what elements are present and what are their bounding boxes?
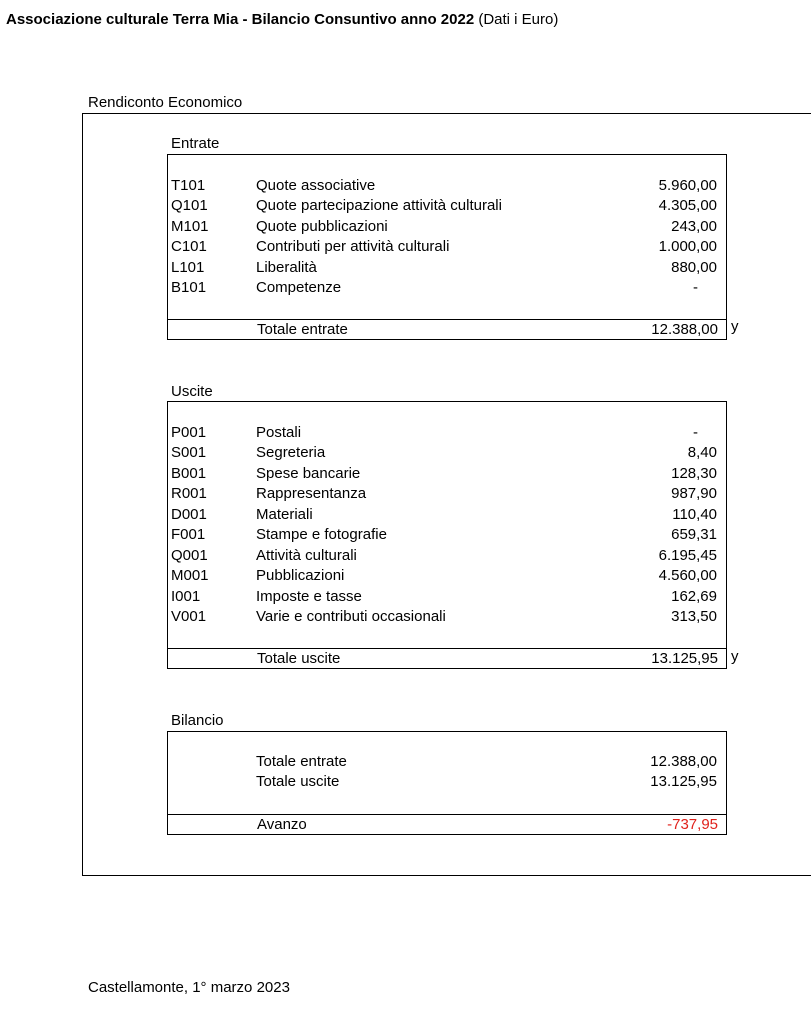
uscite-row	[168, 566, 726, 586]
uscite-total-marker: y	[731, 648, 739, 665]
entrate-label: Entrate	[171, 135, 220, 152]
row-code: D001	[171, 506, 207, 523]
row-code: Q101	[171, 197, 208, 214]
row-amount: 128,30	[671, 465, 717, 482]
entrate-row	[168, 237, 726, 257]
bilancio-row	[168, 752, 726, 772]
row-amount: 5.960,00	[658, 177, 717, 194]
row-amount: 987,90	[671, 485, 717, 502]
entrate-row	[168, 196, 726, 216]
uscite-label: Uscite	[171, 383, 213, 400]
document-title-suffix: (Dati i Euro)	[474, 11, 559, 28]
row-amount: 12.388,00	[650, 753, 717, 770]
total-amount: 13.125,95	[651, 650, 718, 667]
total-amount: 12.388,00	[651, 321, 718, 338]
row-amount: 1.000,00	[658, 238, 717, 255]
row-code: M001	[171, 567, 209, 584]
uscite-row	[168, 443, 726, 463]
row-description: Quote partecipazione attività culturali	[256, 197, 502, 214]
row-code: V001	[171, 608, 207, 625]
row-amount: -	[693, 279, 698, 296]
entrate-row	[168, 176, 726, 196]
row-amount: -	[693, 424, 698, 441]
row-description: Imposte e tasse	[256, 588, 362, 605]
entrate-total-marker: y	[731, 318, 739, 335]
report-label: Rendiconto Economico	[88, 94, 243, 111]
row-amount: 110,40	[672, 506, 717, 523]
document-title-bold: Associazione culturale Terra Mia - Bilancio Consuntivo anno 2022	[6, 11, 475, 28]
row-description: Totale entrate	[256, 753, 347, 770]
uscite-total-row	[167, 648, 727, 669]
bilancio-label: Bilancio	[171, 712, 224, 729]
row-description: Quote pubblicazioni	[256, 218, 388, 235]
row-code: L101	[171, 259, 205, 276]
bilancio-row	[168, 772, 726, 792]
row-description: Materiali	[256, 506, 313, 523]
uscite-row	[168, 423, 726, 443]
row-code: M101	[171, 218, 209, 235]
row-description: Postali	[256, 424, 302, 441]
uscite-row	[168, 464, 726, 484]
row-amount: 659,31	[671, 526, 717, 543]
row-description: Totale uscite	[256, 773, 340, 790]
row-description: Quote associative	[256, 177, 376, 194]
footer-place-date: Castellamonte, 1° marzo 2023	[88, 979, 290, 996]
row-amount: 162,69	[671, 588, 717, 605]
entrate-row	[168, 258, 726, 278]
row-code: I001	[171, 588, 201, 605]
row-description: Pubblicazioni	[256, 567, 345, 584]
row-description: Competenze	[256, 279, 342, 296]
row-description: Segreteria	[256, 444, 326, 461]
uscite-box	[167, 401, 727, 669]
row-amount: 4.305,00	[658, 197, 717, 214]
entrate-row	[168, 217, 726, 237]
row-amount: 6.195,45	[658, 547, 717, 564]
row-code: S001	[171, 444, 207, 461]
entrate-row	[168, 278, 726, 298]
row-description: Varie e contributi occasionali	[256, 608, 446, 625]
row-code: Q001	[171, 547, 208, 564]
row-description: Contributi per attività culturali	[256, 238, 450, 255]
row-amount: 313,50	[671, 608, 717, 625]
row-description: Spese bancarie	[256, 465, 361, 482]
row-code: P001	[171, 424, 207, 441]
row-amount: 13.125,95	[650, 773, 717, 790]
uscite-row	[168, 505, 726, 525]
row-amount: 880,00	[671, 259, 717, 276]
row-description: Rappresentanza	[256, 485, 367, 502]
uscite-row	[168, 525, 726, 545]
row-code: T101	[171, 177, 206, 194]
row-description: Liberalità	[256, 259, 317, 276]
row-code: F001	[171, 526, 206, 543]
entrate-box	[167, 154, 727, 340]
row-code: C101	[171, 238, 207, 255]
row-description: Attività culturali	[256, 547, 357, 564]
row-code: B001	[171, 465, 207, 482]
row-code: B101	[171, 279, 207, 296]
uscite-row	[168, 484, 726, 504]
bilancio-box	[167, 731, 727, 835]
row-amount: 4.560,00	[658, 567, 717, 584]
bilancio-total-row	[167, 814, 727, 835]
row-amount: 243,00	[671, 218, 717, 235]
avanzo-label: Avanzo	[257, 816, 307, 833]
uscite-row	[168, 587, 726, 607]
avanzo-amount: -737,95	[667, 816, 718, 833]
row-code: R001	[171, 485, 207, 502]
total-label: Totale uscite	[257, 650, 341, 667]
uscite-row	[168, 607, 726, 627]
entrate-total-row	[167, 319, 727, 340]
total-label: Totale entrate	[257, 321, 348, 338]
document-title	[6, 11, 558, 28]
uscite-row	[168, 546, 726, 566]
row-description: Stampe e fotografie	[256, 526, 387, 543]
row-amount: 8,40	[687, 444, 717, 461]
